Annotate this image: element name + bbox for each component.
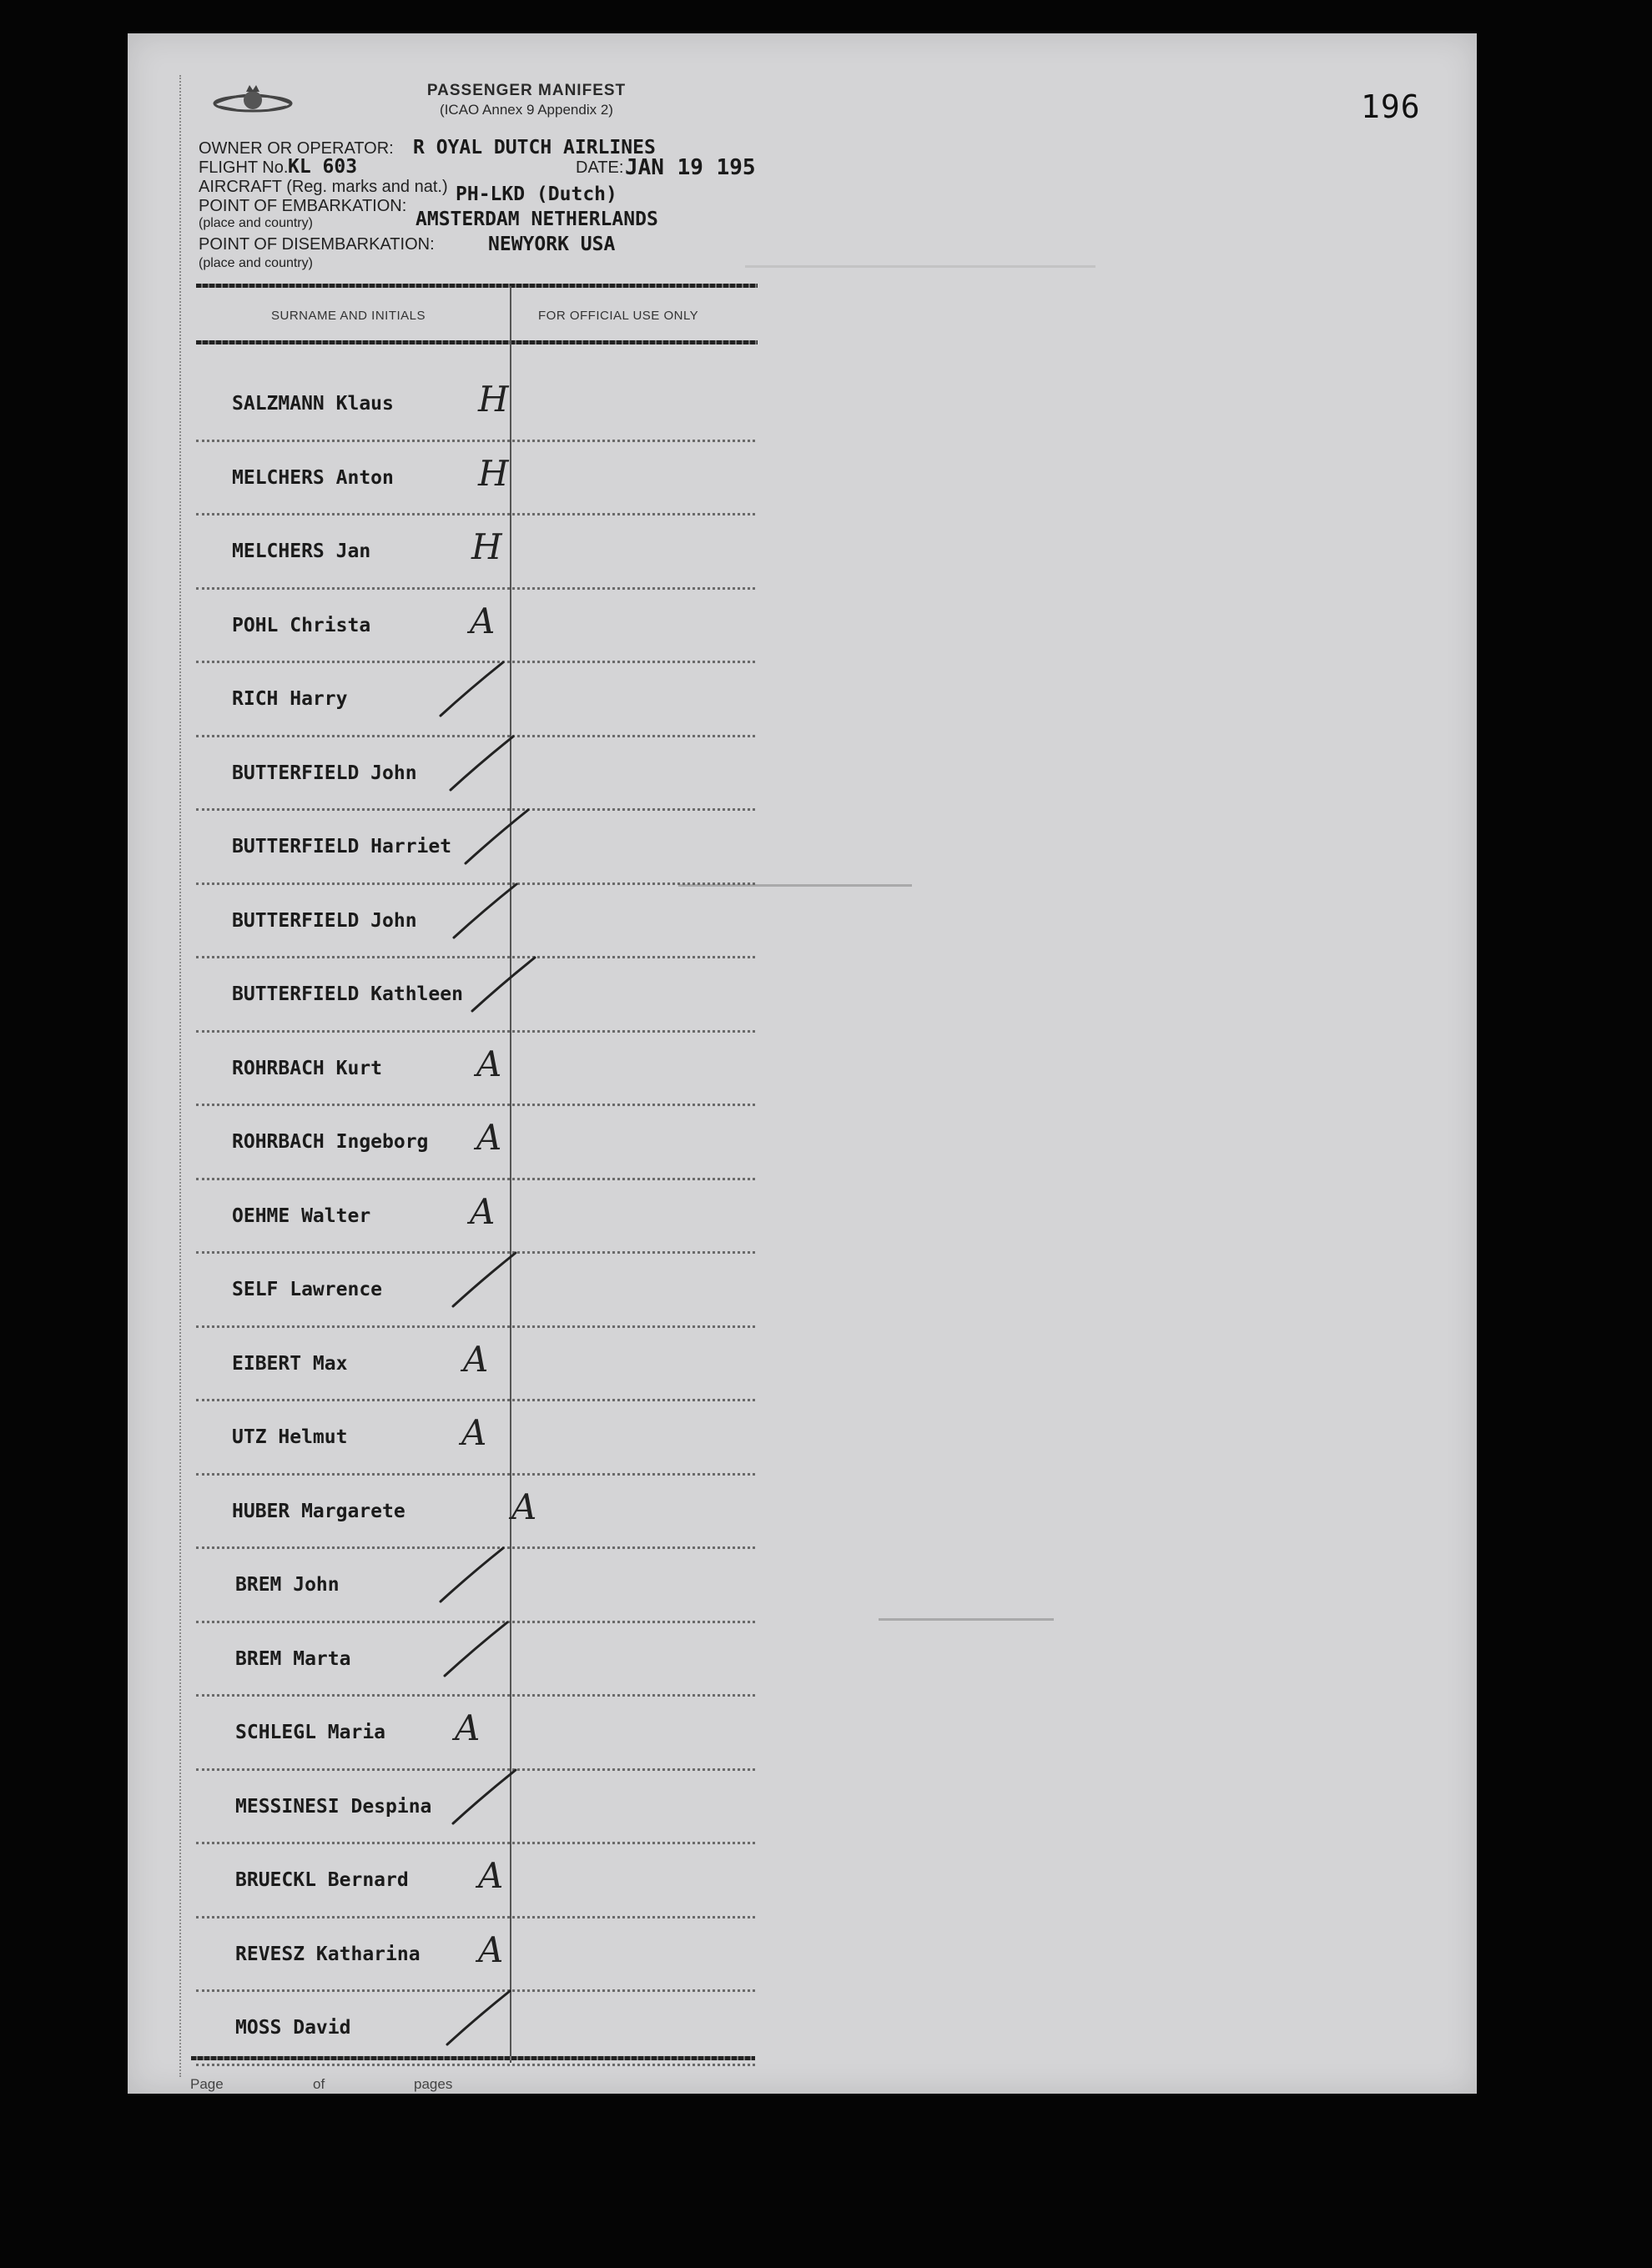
passenger-name: MESSINESI Despina bbox=[235, 1795, 432, 1818]
row-rule bbox=[196, 1916, 755, 1918]
manifest-subtitle: (ICAO Annex 9 Appendix 2) bbox=[440, 102, 613, 118]
passenger-name: HUBER Margarete bbox=[232, 1500, 405, 1522]
embark-sub-label: (place and country) bbox=[199, 216, 313, 230]
manifest-title-block bbox=[401, 82, 652, 118]
header-rule bbox=[196, 284, 758, 288]
manifest-sheet bbox=[128, 33, 1477, 2094]
row-rule bbox=[196, 1325, 755, 1328]
passenger-name: SALZMANN Klaus bbox=[232, 393, 394, 415]
date-label: DATE: bbox=[576, 158, 624, 177]
passenger-name: BUTTERFIELD Harriet bbox=[232, 836, 452, 857]
handwritten-mark: A bbox=[476, 1043, 502, 1084]
disembark-value: NEWYORK USA bbox=[488, 234, 616, 255]
footer-page-label: Page bbox=[190, 2076, 224, 2092]
passenger-name: UTZ Helmut bbox=[232, 1426, 348, 1448]
check-mark-icon bbox=[449, 1246, 524, 1313]
handwritten-mark: A bbox=[470, 600, 496, 641]
passenger-name: MELCHERS Anton bbox=[232, 466, 394, 489]
passenger-name: ROHRBACH Kurt bbox=[232, 1057, 383, 1079]
row-rule bbox=[196, 1694, 755, 1697]
handwritten-mark: A bbox=[455, 1707, 481, 1748]
row-rule bbox=[196, 1104, 755, 1106]
passenger-name: BREM Marta bbox=[235, 1647, 351, 1670]
aircraft-value: PH-LKD (Dutch) bbox=[456, 184, 617, 205]
row-rule bbox=[196, 1178, 755, 1180]
owner-value: R OYAL DUTCH AIRLINES bbox=[413, 137, 656, 158]
row-rule bbox=[196, 2064, 755, 2066]
check-mark-icon bbox=[441, 1616, 516, 1682]
row-rule bbox=[196, 513, 755, 515]
flight-label: FLIGHT No. bbox=[199, 158, 289, 177]
handwritten-mark: A bbox=[478, 1929, 504, 1970]
row-rule bbox=[196, 1842, 755, 1844]
aircraft-label: AIRCRAFT (Reg. marks and nat.) bbox=[199, 178, 448, 196]
check-mark-icon bbox=[443, 1984, 518, 2051]
flight-value: KL 603 bbox=[288, 156, 358, 178]
column-header-rule bbox=[196, 340, 758, 344]
row-rule bbox=[196, 1473, 755, 1476]
surname-column-header: SURNAME AND INITIALS bbox=[271, 309, 426, 323]
row-rule bbox=[196, 1030, 755, 1033]
passenger-name: OEHME Walter bbox=[232, 1204, 371, 1227]
passenger-name: BUTTERFIELD John bbox=[232, 909, 417, 932]
handwritten-mark: A bbox=[470, 1190, 496, 1232]
disembark-label: POINT OF DISEMBARKATION: bbox=[199, 235, 435, 254]
left-margin-dots bbox=[179, 75, 181, 2077]
check-mark-icon bbox=[450, 878, 525, 944]
owner-label: OWNER OR OPERATOR: bbox=[199, 139, 394, 158]
footer-pages-label: pages bbox=[414, 2076, 453, 2092]
row-rule bbox=[196, 440, 755, 442]
handwritten-mark: H bbox=[478, 379, 509, 420]
passenger-name: BUTTERFIELD Kathleen bbox=[232, 983, 463, 1005]
passenger-name: REVESZ Katharina bbox=[235, 1943, 421, 1965]
passenger-name: BREM John bbox=[235, 1574, 340, 1596]
klm-crown-logo-icon bbox=[211, 82, 295, 120]
handwritten-mark: A bbox=[476, 1117, 502, 1158]
handwritten-mark: A bbox=[511, 1486, 537, 1527]
passenger-name: MELCHERS Jan bbox=[232, 541, 371, 562]
handwritten-mark: H bbox=[478, 452, 509, 494]
passenger-name: BRUECKL Bernard bbox=[235, 1869, 409, 1891]
footer-of-label: of bbox=[313, 2076, 325, 2092]
handwritten-mark: A bbox=[463, 1338, 489, 1380]
embark-value: AMSTERDAM NETHERLANDS bbox=[416, 209, 658, 230]
row-rule bbox=[196, 587, 755, 590]
check-mark-icon bbox=[461, 803, 536, 870]
passenger-name: BUTTERFIELD John bbox=[232, 762, 417, 784]
date-value: JAN 19 195 bbox=[625, 155, 756, 180]
passenger-name: EIBERT Max bbox=[232, 1352, 348, 1375]
handwritten-mark: H bbox=[471, 526, 502, 567]
passenger-name: POHL Christa bbox=[232, 614, 371, 636]
passenger-name: RICH Harry bbox=[232, 688, 348, 710]
passenger-name: SCHLEGL Maria bbox=[235, 1722, 386, 1743]
official-use-column-header: FOR OFFICIAL USE ONLY bbox=[538, 309, 699, 323]
passenger-name: SELF Lawrence bbox=[232, 1279, 383, 1300]
check-mark-icon bbox=[436, 656, 511, 722]
passenger-name: MOSS David bbox=[235, 2017, 351, 2039]
footer-rule bbox=[191, 2056, 755, 2060]
scan-smudge bbox=[879, 1618, 1054, 1621]
scan-smudge bbox=[745, 265, 1095, 268]
scan-smudge bbox=[678, 884, 912, 887]
embark-label: POINT OF EMBARKATION: bbox=[199, 197, 407, 215]
check-mark-icon bbox=[436, 1541, 511, 1608]
handwritten-mark: A bbox=[461, 1412, 487, 1453]
handwritten-mark: A bbox=[478, 1855, 504, 1896]
check-mark-icon bbox=[468, 951, 543, 1018]
passenger-name: ROHRBACH Ingeborg bbox=[232, 1131, 429, 1153]
check-mark-icon bbox=[446, 730, 521, 797]
manifest-title: PASSENGER MANIFEST bbox=[426, 82, 627, 99]
disembark-sub-label: (place and country) bbox=[199, 256, 313, 270]
row-rule bbox=[196, 1399, 755, 1401]
check-mark-icon bbox=[449, 1763, 524, 1830]
page-number: 196 bbox=[1361, 88, 1421, 125]
